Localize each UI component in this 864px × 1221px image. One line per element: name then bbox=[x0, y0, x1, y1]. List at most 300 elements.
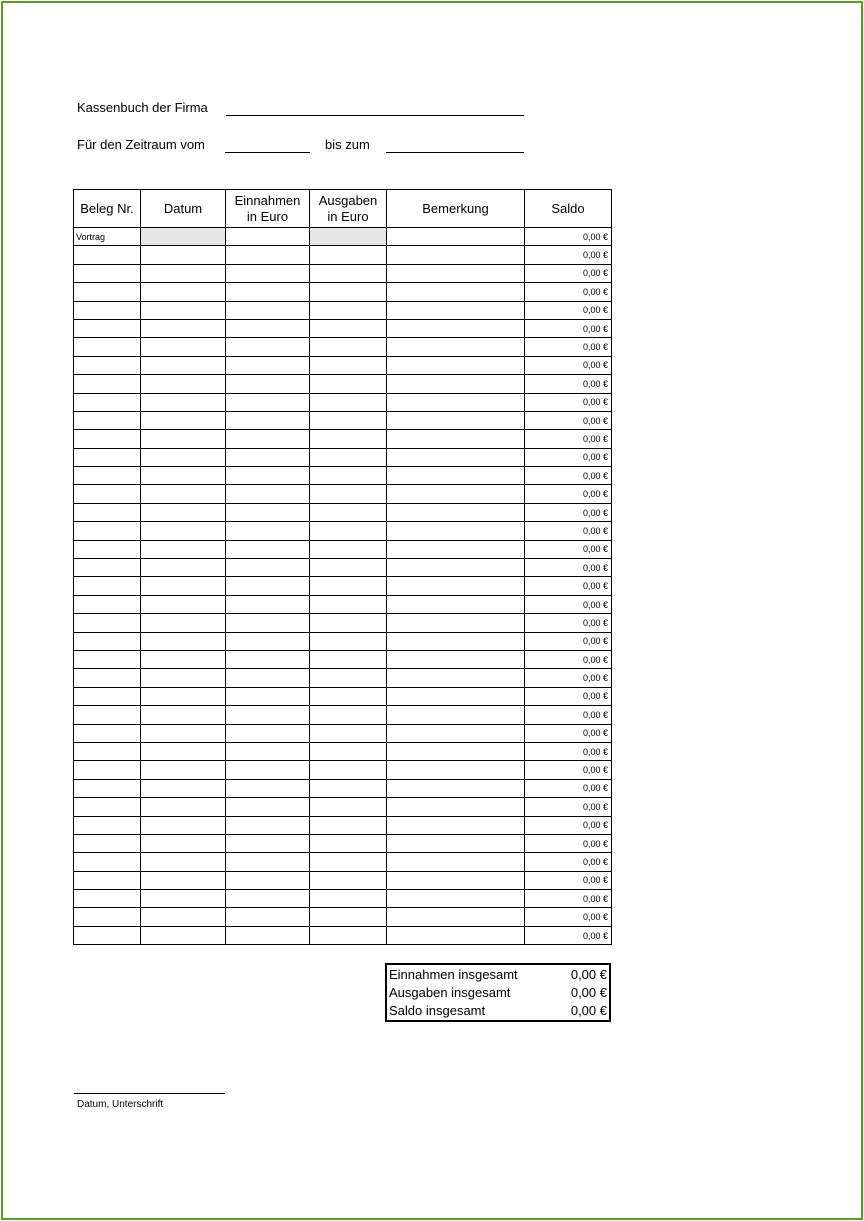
cell-saldo: 0,00 € bbox=[525, 485, 612, 503]
cell-bemerkung[interactable] bbox=[387, 595, 525, 613]
cell-beleg[interactable] bbox=[74, 319, 141, 337]
table-row bbox=[74, 706, 612, 724]
table-row bbox=[74, 485, 612, 503]
cell-ausgaben[interactable] bbox=[310, 871, 387, 889]
cell-beleg[interactable] bbox=[74, 559, 141, 577]
cell-ausgaben[interactable] bbox=[310, 650, 387, 668]
cell-ausgaben[interactable] bbox=[310, 890, 387, 908]
table-row bbox=[74, 724, 612, 742]
table-row bbox=[74, 687, 612, 705]
cell-saldo: 0,00 € bbox=[525, 853, 612, 871]
cell-ausgaben[interactable] bbox=[310, 669, 387, 687]
cell-ausgaben[interactable] bbox=[310, 375, 387, 393]
cell-ausgaben[interactable] bbox=[310, 779, 387, 797]
cell-einnahmen[interactable] bbox=[226, 485, 310, 503]
cell-datum[interactable] bbox=[141, 798, 226, 816]
cell-saldo: 0,00 € bbox=[525, 393, 612, 411]
table-row bbox=[74, 319, 612, 337]
column-header-ausgaben bbox=[310, 190, 387, 228]
cell-bemerkung[interactable] bbox=[387, 375, 525, 393]
cell-beleg[interactable] bbox=[74, 467, 141, 485]
cell-einnahmen[interactable] bbox=[226, 301, 310, 319]
total-balance-value: 0,00 € bbox=[570, 1003, 607, 1018]
cell-saldo: 0,00 € bbox=[525, 908, 612, 926]
cell-datum[interactable] bbox=[141, 926, 226, 944]
cell-datum[interactable] bbox=[141, 632, 226, 650]
table-row bbox=[74, 301, 612, 319]
total-expenses-label: Ausgaben insgesamt bbox=[389, 985, 511, 1000]
cell-datum[interactable] bbox=[141, 522, 226, 540]
cell-einnahmen[interactable] bbox=[226, 283, 310, 301]
cell-einnahmen[interactable] bbox=[226, 246, 310, 264]
table-body bbox=[74, 228, 612, 945]
table-row bbox=[74, 816, 612, 834]
cell-bemerkung[interactable] bbox=[387, 614, 525, 632]
table-row bbox=[74, 467, 612, 485]
cell-saldo: 0,00 € bbox=[525, 834, 612, 852]
cell-datum[interactable] bbox=[141, 246, 226, 264]
cell-saldo: 0,00 € bbox=[525, 706, 612, 724]
cell-einnahmen[interactable] bbox=[226, 338, 310, 356]
cell-datum[interactable] bbox=[141, 319, 226, 337]
cell-saldo: 0,00 € bbox=[525, 669, 612, 687]
cell-bemerkung[interactable] bbox=[387, 687, 525, 705]
cell-beleg[interactable] bbox=[74, 577, 141, 595]
cell-datum[interactable] bbox=[141, 742, 226, 760]
table-row bbox=[74, 908, 612, 926]
cell-einnahmen[interactable] bbox=[226, 816, 310, 834]
table-row bbox=[74, 761, 612, 779]
cell-ausgaben[interactable] bbox=[310, 467, 387, 485]
table-row bbox=[74, 559, 612, 577]
cell-bemerkung[interactable] bbox=[387, 522, 525, 540]
cash-book-table bbox=[73, 189, 612, 945]
table-row bbox=[74, 632, 612, 650]
cell-bemerkung[interactable] bbox=[387, 356, 525, 374]
cell-einnahmen[interactable] bbox=[226, 430, 310, 448]
cell-einnahmen[interactable] bbox=[226, 559, 310, 577]
cell-saldo: 0,00 € bbox=[525, 816, 612, 834]
cell-saldo: 0,00 € bbox=[525, 319, 612, 337]
cell-saldo: 0,00 € bbox=[525, 890, 612, 908]
cell-beleg[interactable] bbox=[74, 246, 141, 264]
cell-ausgaben[interactable] bbox=[310, 853, 387, 871]
cell-saldo: 0,00 € bbox=[525, 467, 612, 485]
cell-datum[interactable] bbox=[141, 614, 226, 632]
cell-beleg[interactable] bbox=[74, 522, 141, 540]
cell-bemerkung[interactable] bbox=[387, 485, 525, 503]
cell-einnahmen[interactable] bbox=[226, 614, 310, 632]
total-row-expenses bbox=[389, 984, 607, 1002]
cell-ausgaben[interactable] bbox=[310, 356, 387, 374]
cell-beleg[interactable] bbox=[74, 908, 141, 926]
cell-bemerkung[interactable] bbox=[387, 816, 525, 834]
cell-ausgaben[interactable] bbox=[310, 798, 387, 816]
cell-ausgaben[interactable] bbox=[310, 706, 387, 724]
cell-bemerkung[interactable] bbox=[387, 834, 525, 852]
table-row bbox=[74, 742, 612, 760]
cell-bemerkung[interactable] bbox=[387, 246, 525, 264]
column-header-bemerkung: Bemerkung bbox=[387, 190, 525, 228]
cell-saldo: 0,00 € bbox=[525, 761, 612, 779]
cell-saldo: 0,00 € bbox=[525, 448, 612, 466]
cell-beleg[interactable] bbox=[74, 411, 141, 429]
cell-beleg[interactable] bbox=[74, 503, 141, 521]
table-row bbox=[74, 577, 612, 595]
cell-datum[interactable] bbox=[141, 761, 226, 779]
cell-saldo: 0,00 € bbox=[525, 540, 612, 558]
cell-beleg[interactable] bbox=[74, 448, 141, 466]
cell-bemerkung[interactable] bbox=[387, 779, 525, 797]
cell-datum[interactable] bbox=[141, 264, 226, 282]
cell-beleg[interactable] bbox=[74, 430, 141, 448]
cell-saldo: 0,00 € bbox=[525, 650, 612, 668]
cell-einnahmen[interactable] bbox=[226, 871, 310, 889]
cell-beleg[interactable] bbox=[74, 687, 141, 705]
column-header-beleg: Beleg Nr. bbox=[74, 190, 141, 228]
cell-einnahmen[interactable] bbox=[226, 356, 310, 374]
cell-bemerkung[interactable] bbox=[387, 650, 525, 668]
cell-saldo: 0,00 € bbox=[525, 430, 612, 448]
cell-saldo: 0,00 € bbox=[525, 301, 612, 319]
cell-ausgaben[interactable] bbox=[310, 614, 387, 632]
cell-ausgaben[interactable] bbox=[310, 687, 387, 705]
cell-beleg[interactable] bbox=[74, 761, 141, 779]
cell-saldo: 0,00 € bbox=[525, 632, 612, 650]
cell-bemerkung[interactable] bbox=[387, 338, 525, 356]
cell-einnahmen[interactable] bbox=[226, 834, 310, 852]
cell-ausgaben[interactable] bbox=[310, 632, 387, 650]
cell-beleg[interactable] bbox=[74, 798, 141, 816]
cell-ausgaben[interactable] bbox=[310, 393, 387, 411]
cell-vortrag[interactable]: Vortrag bbox=[74, 228, 141, 246]
cell-beleg[interactable] bbox=[74, 926, 141, 944]
cell-beleg[interactable] bbox=[74, 338, 141, 356]
cell-bemerkung[interactable] bbox=[387, 228, 525, 246]
total-row-balance bbox=[389, 1002, 607, 1020]
column-header-datum: Datum bbox=[141, 190, 226, 228]
cell-beleg[interactable] bbox=[74, 356, 141, 374]
cell-einnahmen[interactable] bbox=[226, 798, 310, 816]
cell-einnahmen[interactable] bbox=[226, 467, 310, 485]
table-row bbox=[74, 779, 612, 797]
cell-einnahmen[interactable] bbox=[226, 522, 310, 540]
cell-saldo: 0,00 € bbox=[525, 779, 612, 797]
cell-datum[interactable] bbox=[141, 411, 226, 429]
cell-bemerkung[interactable] bbox=[387, 724, 525, 742]
table-row bbox=[74, 890, 612, 908]
cell-bemerkung[interactable] bbox=[387, 798, 525, 816]
period-to-field[interactable] bbox=[386, 152, 524, 153]
cell-ausgaben[interactable] bbox=[310, 559, 387, 577]
cell-datum[interactable] bbox=[141, 650, 226, 668]
cell-beleg[interactable] bbox=[74, 301, 141, 319]
cell-datum[interactable] bbox=[141, 485, 226, 503]
cell-einnahmen[interactable] bbox=[226, 706, 310, 724]
table-row bbox=[74, 228, 612, 246]
cell-einnahmen[interactable] bbox=[226, 650, 310, 668]
cell-ausgaben[interactable] bbox=[310, 742, 387, 760]
cell-beleg[interactable] bbox=[74, 724, 141, 742]
cell-datum[interactable] bbox=[141, 559, 226, 577]
cell-datum[interactable] bbox=[141, 687, 226, 705]
cell-saldo: 0,00 € bbox=[525, 798, 612, 816]
cell-bemerkung[interactable] bbox=[387, 264, 525, 282]
table-row bbox=[74, 356, 612, 374]
cell-beleg[interactable] bbox=[74, 650, 141, 668]
cell-saldo: 0,00 € bbox=[525, 871, 612, 889]
cell-einnahmen[interactable] bbox=[226, 632, 310, 650]
cell-bemerkung[interactable] bbox=[387, 908, 525, 926]
cell-datum[interactable] bbox=[141, 356, 226, 374]
cell-ausgaben[interactable] bbox=[310, 595, 387, 613]
cell-einnahmen[interactable] bbox=[226, 908, 310, 926]
cell-beleg[interactable] bbox=[74, 890, 141, 908]
cell-einnahmen[interactable] bbox=[226, 595, 310, 613]
cell-datum[interactable] bbox=[141, 338, 226, 356]
column-header-einnahmen bbox=[226, 190, 310, 228]
cell-datum[interactable] bbox=[141, 816, 226, 834]
cell-beleg[interactable] bbox=[74, 485, 141, 503]
cell-beleg[interactable] bbox=[74, 393, 141, 411]
cell-datum[interactable] bbox=[141, 669, 226, 687]
cell-ausgaben[interactable] bbox=[310, 319, 387, 337]
cell-datum[interactable] bbox=[141, 540, 226, 558]
signature-label: Datum, Unterschrift bbox=[77, 1099, 164, 1110]
cell-einnahmen[interactable] bbox=[226, 319, 310, 337]
totals-box bbox=[385, 963, 611, 1022]
table-row bbox=[74, 926, 612, 944]
cell-saldo: 0,00 € bbox=[525, 595, 612, 613]
cell-ausgaben[interactable] bbox=[310, 338, 387, 356]
total-income-label: Einnahmen insgesamt bbox=[389, 967, 518, 982]
period-from-field[interactable] bbox=[225, 152, 310, 153]
cell-saldo: 0,00 € bbox=[525, 503, 612, 521]
cell-beleg[interactable] bbox=[74, 871, 141, 889]
table-row bbox=[74, 448, 612, 466]
cell-bemerkung[interactable] bbox=[387, 430, 525, 448]
cell-datum[interactable] bbox=[141, 283, 226, 301]
cell-bemerkung[interactable] bbox=[387, 926, 525, 944]
table-row bbox=[74, 522, 612, 540]
cell-beleg[interactable] bbox=[74, 375, 141, 393]
cell-beleg[interactable] bbox=[74, 853, 141, 871]
cell-ausgaben[interactable] bbox=[310, 503, 387, 521]
cell-ausgaben[interactable] bbox=[310, 246, 387, 264]
cell-datum[interactable] bbox=[141, 467, 226, 485]
cell-ausgaben[interactable] bbox=[310, 448, 387, 466]
total-balance-label: Saldo insgesamt bbox=[389, 1003, 486, 1018]
cell-ausgaben[interactable] bbox=[310, 283, 387, 301]
cell-beleg[interactable] bbox=[74, 283, 141, 301]
table-row bbox=[74, 853, 612, 871]
cell-saldo: 0,00 € bbox=[525, 614, 612, 632]
cell-einnahmen[interactable] bbox=[226, 779, 310, 797]
table-row bbox=[74, 430, 612, 448]
table-row bbox=[74, 264, 612, 282]
table-row bbox=[74, 798, 612, 816]
cell-datum[interactable] bbox=[141, 779, 226, 797]
cell-saldo: 0,00 € bbox=[525, 926, 612, 944]
cell-saldo: 0,00 € bbox=[525, 246, 612, 264]
column-header-saldo: Saldo bbox=[525, 190, 612, 228]
cell-saldo: 0,00 € bbox=[525, 338, 612, 356]
total-row-income bbox=[389, 966, 607, 984]
cell-ausgaben[interactable] bbox=[310, 522, 387, 540]
table-row bbox=[74, 246, 612, 264]
cell-bemerkung[interactable] bbox=[387, 301, 525, 319]
cell-ausgaben[interactable] bbox=[310, 761, 387, 779]
table-row bbox=[74, 669, 612, 687]
cell-datum[interactable] bbox=[141, 853, 226, 871]
total-expenses-value: 0,00 € bbox=[570, 985, 607, 1000]
cell-datum[interactable] bbox=[141, 375, 226, 393]
table-row bbox=[74, 375, 612, 393]
cell-bemerkung[interactable] bbox=[387, 283, 525, 301]
cell-datum[interactable] bbox=[141, 595, 226, 613]
cell-ausgaben[interactable] bbox=[310, 816, 387, 834]
cell-einnahmen[interactable] bbox=[226, 687, 310, 705]
cell-bemerkung[interactable] bbox=[387, 448, 525, 466]
cell-beleg[interactable] bbox=[74, 742, 141, 760]
cell-datum[interactable] bbox=[141, 871, 226, 889]
cell-einnahmen[interactable] bbox=[226, 540, 310, 558]
cell-einnahmen[interactable] bbox=[226, 228, 310, 246]
cell-ausgaben[interactable] bbox=[310, 301, 387, 319]
cell-ausgaben[interactable] bbox=[310, 834, 387, 852]
cell-einnahmen[interactable] bbox=[226, 724, 310, 742]
cell-ausgaben[interactable] bbox=[310, 540, 387, 558]
table-row bbox=[74, 834, 612, 852]
cell-einnahmen[interactable] bbox=[226, 411, 310, 429]
cell-beleg[interactable] bbox=[74, 834, 141, 852]
cell-datum[interactable] bbox=[141, 706, 226, 724]
cell-bemerkung[interactable] bbox=[387, 467, 525, 485]
cell-einnahmen[interactable] bbox=[226, 742, 310, 760]
cell-bemerkung[interactable] bbox=[387, 632, 525, 650]
cell-bemerkung[interactable] bbox=[387, 669, 525, 687]
period-from-label: Für den Zeitraum vom bbox=[77, 137, 205, 152]
column-header-einnahmen-label: Einnahmen in Euro bbox=[234, 192, 301, 224]
cell-bemerkung[interactable] bbox=[387, 503, 525, 521]
cell-einnahmen[interactable] bbox=[226, 853, 310, 871]
cell-einnahmen[interactable] bbox=[226, 761, 310, 779]
cell-einnahmen[interactable] bbox=[226, 448, 310, 466]
cell-beleg[interactable] bbox=[74, 595, 141, 613]
cell-saldo: 0,00 € bbox=[525, 742, 612, 760]
cell-einnahmen[interactable] bbox=[226, 393, 310, 411]
cell-saldo: 0,00 € bbox=[525, 283, 612, 301]
cell-datum[interactable] bbox=[141, 448, 226, 466]
cell-ausgaben[interactable] bbox=[310, 577, 387, 595]
cell-einnahmen[interactable] bbox=[226, 577, 310, 595]
cell-beleg[interactable] bbox=[74, 540, 141, 558]
cell-datum[interactable] bbox=[141, 890, 226, 908]
cell-bemerkung[interactable] bbox=[387, 890, 525, 908]
cell-ausgaben[interactable] bbox=[310, 430, 387, 448]
cell-bemerkung[interactable] bbox=[387, 540, 525, 558]
company-name-field[interactable] bbox=[226, 115, 524, 116]
cell-ausgaben[interactable] bbox=[310, 228, 387, 246]
cell-einnahmen[interactable] bbox=[226, 890, 310, 908]
table-row bbox=[74, 614, 612, 632]
cell-einnahmen[interactable] bbox=[226, 503, 310, 521]
period-to-label: bis zum bbox=[325, 137, 370, 152]
cell-datum[interactable] bbox=[141, 908, 226, 926]
cell-saldo: 0,00 € bbox=[525, 375, 612, 393]
table-row bbox=[74, 393, 612, 411]
table-row bbox=[74, 503, 612, 521]
cell-einnahmen[interactable] bbox=[226, 375, 310, 393]
cell-datum[interactable] bbox=[141, 834, 226, 852]
cell-beleg[interactable] bbox=[74, 706, 141, 724]
cell-beleg[interactable] bbox=[74, 779, 141, 797]
cell-ausgaben[interactable] bbox=[310, 264, 387, 282]
cell-ausgaben[interactable] bbox=[310, 411, 387, 429]
table-row bbox=[74, 650, 612, 668]
cell-ausgaben[interactable] bbox=[310, 926, 387, 944]
cell-ausgaben[interactable] bbox=[310, 908, 387, 926]
cell-saldo: 0,00 € bbox=[525, 724, 612, 742]
cell-datum[interactable] bbox=[141, 301, 226, 319]
cell-bemerkung[interactable] bbox=[387, 411, 525, 429]
cell-saldo: 0,00 € bbox=[525, 577, 612, 595]
cell-saldo: 0,00 € bbox=[525, 228, 612, 246]
cell-beleg[interactable] bbox=[74, 614, 141, 632]
cell-datum[interactable] bbox=[141, 577, 226, 595]
cell-saldo: 0,00 € bbox=[525, 522, 612, 540]
cell-einnahmen[interactable] bbox=[226, 926, 310, 944]
cell-bemerkung[interactable] bbox=[387, 319, 525, 337]
cell-saldo: 0,00 € bbox=[525, 356, 612, 374]
signature-line[interactable] bbox=[74, 1093, 225, 1094]
cell-saldo: 0,00 € bbox=[525, 264, 612, 282]
table-row bbox=[74, 338, 612, 356]
table-row bbox=[74, 540, 612, 558]
table-row bbox=[74, 411, 612, 429]
cell-datum[interactable] bbox=[141, 724, 226, 742]
cell-datum[interactable] bbox=[141, 430, 226, 448]
cell-bemerkung[interactable] bbox=[387, 577, 525, 595]
cell-ausgaben[interactable] bbox=[310, 485, 387, 503]
cell-saldo: 0,00 € bbox=[525, 559, 612, 577]
cell-datum[interactable] bbox=[141, 393, 226, 411]
table-row bbox=[74, 283, 612, 301]
table-row bbox=[74, 595, 612, 613]
cell-bemerkung[interactable] bbox=[387, 393, 525, 411]
cell-beleg[interactable] bbox=[74, 632, 141, 650]
cell-einnahmen[interactable] bbox=[226, 264, 310, 282]
total-income-value: 0,00 € bbox=[570, 967, 607, 982]
cell-datum[interactable] bbox=[141, 503, 226, 521]
table-header-row bbox=[74, 190, 612, 228]
table-row bbox=[74, 871, 612, 889]
cell-bemerkung[interactable] bbox=[387, 706, 525, 724]
cell-bemerkung[interactable] bbox=[387, 742, 525, 760]
cell-bemerkung[interactable] bbox=[387, 559, 525, 577]
cell-bemerkung[interactable] bbox=[387, 871, 525, 889]
cell-beleg[interactable] bbox=[74, 816, 141, 834]
cell-beleg[interactable] bbox=[74, 264, 141, 282]
company-label: Kassenbuch der Firma bbox=[77, 100, 208, 115]
cell-datum[interactable] bbox=[141, 228, 226, 246]
cell-beleg[interactable] bbox=[74, 669, 141, 687]
cell-ausgaben[interactable] bbox=[310, 724, 387, 742]
column-header-ausgaben-label: Ausgaben in Euro bbox=[318, 192, 378, 224]
cell-einnahmen[interactable] bbox=[226, 669, 310, 687]
cell-bemerkung[interactable] bbox=[387, 853, 525, 871]
cell-bemerkung[interactable] bbox=[387, 761, 525, 779]
